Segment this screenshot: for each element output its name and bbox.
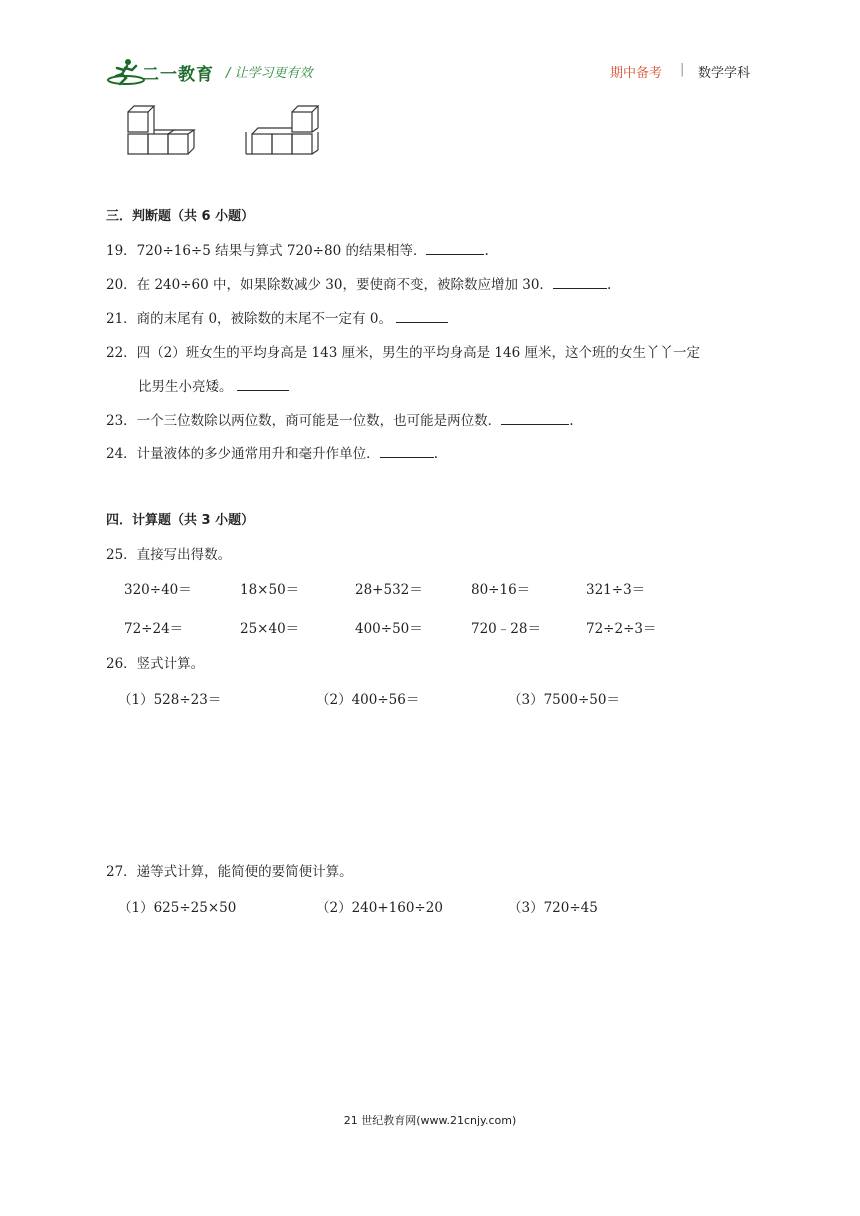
- question-26: 26．竖式计算。: [106, 656, 205, 672]
- logo-text: 二一教育: [142, 65, 214, 85]
- period: .: [606, 277, 612, 293]
- answer-blank[interactable]: [426, 242, 484, 255]
- question-22-line2: [138, 377, 289, 397]
- question-20-text: 20．在 240÷60 中，如果除数减少 30，要使商不变，被除数应增加 30．: [106, 277, 553, 293]
- question-27: 27．递等式计算，能简便的要简便计算。: [106, 864, 353, 880]
- question-22-text: 比男生小亮矮。: [138, 379, 233, 395]
- question-19-text: 19．720÷16÷5 结果与算式 720÷80 的结果相等．: [106, 243, 427, 259]
- question-23-text: 23．一个三位数除以两位数，商可能是一位数，也可能是两位数．: [106, 413, 502, 429]
- calc-item: 400÷50＝: [355, 621, 423, 637]
- calc-item: 25×40＝: [240, 621, 300, 637]
- question-25: 25．直接写出得数。: [106, 547, 232, 563]
- vertical-calc-item: （2）400÷56＝: [316, 692, 420, 708]
- step-calc-item: （2）240+160÷20: [316, 900, 443, 916]
- runner-logo-icon: [106, 56, 146, 88]
- calc-item: 320÷40＝: [124, 582, 192, 598]
- answer-blank[interactable]: [501, 412, 569, 425]
- vertical-calc-item: （3）7500÷50＝: [508, 692, 620, 708]
- header-separator: |: [680, 62, 685, 77]
- period: .: [433, 446, 438, 462]
- question-23: [106, 411, 573, 431]
- answer-blank[interactable]: [380, 445, 434, 458]
- question-24-text: 24．计量液体的多少通常用升和毫升作单位．: [106, 446, 380, 462]
- question-19: [106, 241, 489, 261]
- question-22-line1: 22．四（2）班女生的平均身高是 143 厘米，男生的平均身高是 146 厘米，这个班的女生丫丫一定: [106, 345, 700, 361]
- question-24: [106, 444, 438, 464]
- calc-item: 18×50＝: [240, 582, 300, 598]
- page-footer: 21 世纪教育网(www.21cnjy.com): [343, 1114, 517, 1127]
- step-calc-item: （1）625÷25×50: [118, 900, 237, 916]
- period: .: [484, 243, 489, 259]
- calc-item: 72÷2÷3＝: [586, 621, 657, 637]
- subject-label: 数学学科: [698, 66, 751, 81]
- calc-item: 80÷16＝: [471, 582, 531, 598]
- step-calc-item: （3）720÷45: [508, 900, 598, 916]
- question-21-text: 21．商的末尾有 0，被除数的末尾不一定有 0。: [106, 311, 392, 327]
- section-title-judge: 三．判断题（共 6 小题）: [106, 209, 255, 224]
- question-20: [106, 275, 611, 295]
- slogan: / 让学习更有效: [226, 66, 313, 81]
- section-title-calc: 四．计算题（共 3 小题）: [106, 513, 255, 528]
- calc-item: 72÷24＝: [124, 621, 184, 637]
- period: .: [569, 413, 574, 429]
- calc-item: 28+532＝: [355, 582, 423, 598]
- question-21: [106, 309, 448, 329]
- cube-figure-left: [126, 104, 202, 160]
- exam-label: 期中备考: [610, 66, 663, 81]
- answer-blank[interactable]: [237, 378, 289, 391]
- cube-figure-right: [242, 104, 322, 160]
- vertical-calc-item: （1）528÷23＝: [118, 692, 222, 708]
- answer-blank[interactable]: [553, 276, 607, 289]
- calc-item: 321÷3＝: [586, 582, 646, 598]
- calc-item: 720﹣28＝: [471, 621, 541, 637]
- answer-blank[interactable]: [396, 310, 448, 323]
